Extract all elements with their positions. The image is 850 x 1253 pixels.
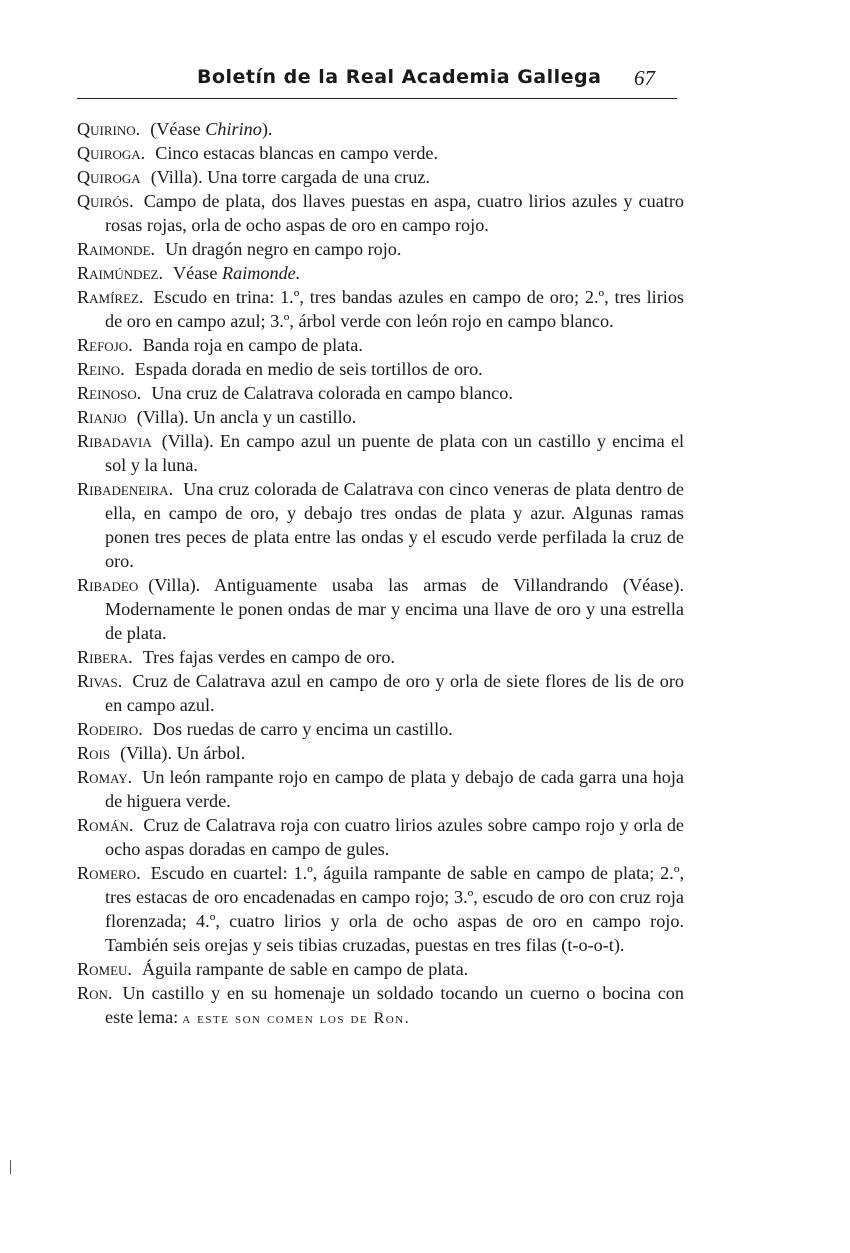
entry-name: Romeu. <box>77 959 132 979</box>
entry-description <box>137 407 357 427</box>
entry-motto: a este son comen los de Ron. <box>182 1010 411 1027</box>
list-item <box>77 141 684 165</box>
entry-name: Quiroga <box>77 167 141 187</box>
entry-description <box>105 575 684 643</box>
entry-name: Rois <box>77 743 111 763</box>
entry-description <box>143 335 363 355</box>
page-number: 67 <box>634 66 655 90</box>
entry-name: Quirós. <box>77 191 134 211</box>
list-item <box>77 981 684 1031</box>
entry-name: Ribadeneira. <box>77 479 174 499</box>
entry-text-main: (Villa). Un árbol. <box>120 743 246 763</box>
list-item <box>77 165 684 189</box>
entry-description <box>105 671 684 715</box>
entry-description <box>105 287 684 331</box>
armorial-entry-list <box>77 117 684 1031</box>
entry-text-main: Escudo en trina: 1.º, tres bandas azules en campo de oro; 2.º, tres lirios de oro en campo azul; 3.º, árbol verde con león rojo en campo blanco. <box>105 287 684 331</box>
list-item <box>77 861 684 957</box>
list-item <box>77 645 684 669</box>
entry-text-tail: ). <box>261 119 273 139</box>
entry-description <box>155 143 438 163</box>
entry-description <box>105 479 684 571</box>
entry-text-main: Véase <box>173 263 222 283</box>
list-item <box>77 429 684 477</box>
entry-description <box>120 743 245 763</box>
entry-name: Romero. <box>77 863 141 883</box>
entry-description <box>153 719 453 739</box>
entry-text-main: Un castillo y en su homenaje un soldado tocando un cuerno o bocina con este lema: <box>105 983 684 1027</box>
list-item <box>77 957 684 981</box>
entry-name: Quiroga. <box>77 143 146 163</box>
list-item <box>77 765 684 813</box>
entry-text-main: Un león rampante rojo en campo de plata y debajo de cada garra una hoja de higuera verde. <box>105 767 684 811</box>
entry-text-main: Banda roja en campo de plata. <box>142 335 363 355</box>
entry-text-main: (Villa). Un ancla y un castillo. <box>136 407 357 427</box>
entry-name: Reinoso. <box>77 383 142 403</box>
entry-text-main: Campo de plata, dos llaves puestas en aspa, cuatro lirios azules y cuatro rosas rojas, orla de ocho aspas de oro en campo rojo. <box>105 191 684 235</box>
list-item <box>77 405 684 429</box>
entry-text-main: (Véase <box>150 119 206 139</box>
list-item <box>77 477 684 573</box>
entry-name: Raimonde. <box>77 239 156 259</box>
list-item <box>77 381 684 405</box>
entry-text-main: Cruz de Calatrava azul en campo de oro y orla de siete flores de lis de oro en campo azul. <box>105 671 684 715</box>
entry-description <box>151 383 513 403</box>
entry-name: Quirino. <box>77 119 141 139</box>
entry-text-main: Una cruz colorada de Calatrava con cinco veneras de plata dentro de ella, en campo de oro, y debajo tres ondas de plata y azur. Algunas ramas ponen tres peces de plata entre las ondas y el escudo verde perfilada la cruz de oro. <box>105 479 684 571</box>
entry-description <box>105 983 684 1027</box>
entry-text-main: Escudo en cuartel: 1.º, águila rampante de sable en campo de plata; 2.º, tres estacas de oro encadenadas en campo rojo; 3.º, escudo de oro con cruz roja florenzada; 4.º, cuatro lirios y orla de ocho aspas de oro en campo rojo. También seis orejas y seis tibias cruzadas, puestas en tres filas (t-o-o-t). <box>105 863 684 955</box>
entry-text-main: (Villa). Una torre cargada de una cruz. <box>150 167 431 187</box>
list-item <box>77 333 684 357</box>
list-item <box>77 357 684 381</box>
entry-text-main: Un dragón negro en campo rojo. <box>165 239 402 259</box>
entry-name: Raimúndez. <box>77 263 164 283</box>
margin-mark <box>10 1160 11 1174</box>
entry-name: Ribadavia <box>77 431 152 451</box>
entry-description <box>105 863 684 955</box>
entry-name: Refojo. <box>77 335 133 355</box>
entry-cross-reference: Raimonde. <box>222 263 301 283</box>
entry-name: Ribera. <box>77 647 133 667</box>
list-item <box>77 117 684 141</box>
list-item <box>77 813 684 861</box>
list-item <box>77 573 684 645</box>
entry-text-main: Espada dorada en medio de seis tortillos de oro. <box>134 359 483 379</box>
entry-name: Rianjo <box>77 407 127 427</box>
entry-name: Ramírez. <box>77 287 144 307</box>
entry-name: Reino. <box>77 359 125 379</box>
entry-description <box>165 239 401 259</box>
running-title: Boletín de la Real Academia Gallega <box>197 66 602 88</box>
entry-description <box>105 815 684 859</box>
entry-text-main: Dos ruedas de carro y encima un castillo. <box>152 719 453 739</box>
list-item <box>77 285 684 333</box>
entry-name: Ron. <box>77 983 113 1003</box>
entry-description <box>143 647 395 667</box>
entry-text-main: (Villa). Antiguamente usaba las armas de Villandrando (Véase). Modernamente le ponen ondas de mar y encima una llave de oro y una estrella de plata. <box>105 575 684 643</box>
entry-description <box>135 359 483 379</box>
entry-description <box>151 167 430 187</box>
entry-text-main: Tres fajas verdes en campo de oro. <box>142 647 396 667</box>
entry-description <box>150 119 272 139</box>
entry-name: Rivas. <box>77 671 123 691</box>
entry-cross-reference: Chirino <box>205 119 262 139</box>
entry-description <box>173 263 300 283</box>
entry-name: Ribadeo <box>77 575 139 595</box>
entry-text-main: Águila rampante de sable en campo de plata. <box>141 959 469 979</box>
entry-description <box>142 959 468 979</box>
entry-name: Romay. <box>77 767 133 787</box>
list-item <box>77 669 684 717</box>
entry-text-main: Cinco estacas blancas en campo verde. <box>155 143 439 163</box>
list-item <box>77 717 684 741</box>
list-item <box>77 237 684 261</box>
page-header <box>77 62 677 99</box>
list-item <box>77 189 684 237</box>
entry-text-main: Cruz de Calatrava roja con cuatro lirios azules sobre campo rojo y orla de ocho aspas doradas en campo de gules. <box>105 815 684 859</box>
entry-description <box>105 767 684 811</box>
entry-name: Román. <box>77 815 134 835</box>
entry-description <box>105 191 684 235</box>
entry-text-main: Una cruz de Calatrava colorada en campo blanco. <box>151 383 513 403</box>
list-item <box>77 261 684 285</box>
entry-text-main: (Villa). En campo azul un puente de plata con un castillo y encima el sol y la luna. <box>105 431 684 475</box>
entry-name: Rodeiro. <box>77 719 143 739</box>
entry-description <box>105 431 684 475</box>
list-item <box>77 741 684 765</box>
